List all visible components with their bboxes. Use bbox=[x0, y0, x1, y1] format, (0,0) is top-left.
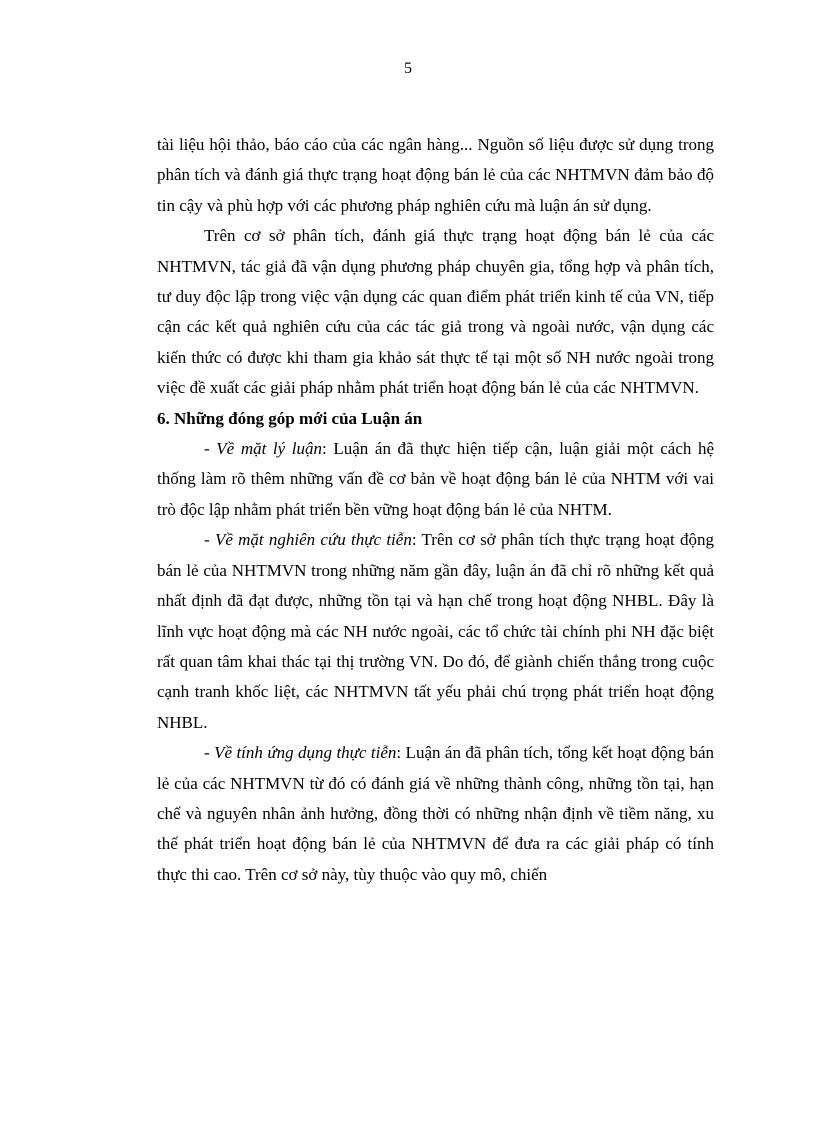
contribution-term: Về mặt lý luận bbox=[216, 439, 323, 459]
contribution-practical-application bbox=[157, 738, 714, 890]
document-body bbox=[157, 130, 714, 890]
paragraph-methodology: Trên cơ sở phân tích, đánh giá thực trạng hoạt động bán lẻ của các NHTMVN, tác giả đã vận dụng phương pháp chuyên gia, tổng hợp và phân tích, tư duy độc lập trong việc vận dụng các quan điểm phát triển kinh tế của VN, tiếp cận các kết quả nghiên cứu của các tác giả trong và ngoài nước, vận dụng các kiến thức có được khi tham gia khảo sát thực tế tại một số NH nước ngoài trong việc đề xuất các giải pháp nhằm phát triển hoạt động bán lẻ của các NHTMVN. bbox=[157, 226, 714, 398]
contribution-practical-research bbox=[157, 525, 714, 738]
page-number: 5 bbox=[404, 60, 412, 77]
section-heading-contributions: 6. Những đóng góp mới của Luận án bbox=[157, 408, 423, 428]
list-dash: - bbox=[204, 439, 217, 459]
contribution-text: : Trên cơ sở phân tích thực trạng hoạt động bán lẻ của NHTMVN trong những năm gần đây, luận án đã chỉ rõ những kết quả nhất định đã đạt được, những tồn tại và hạn chế trong hoạt động NHBL. Đây là lĩnh vực hoạt động mà các NH nước ngoài, các tổ chức tài chính phi NH đặc biệt rất quan tâm khai thác tại thị trường VN. Do đó, để giành chiến thắng trong cuộc cạnh tranh khốc liệt, các NHTMVN tất yếu phải chú trọng phát triển hoạt động NHBL. bbox=[157, 530, 714, 732]
list-dash: - bbox=[204, 530, 215, 550]
contribution-text: : Luận án đã thực hiện tiếp cận, luận giải một cách hệ thống làm rõ thêm những vấn đề cơ bản về hoạt động bán lẻ của NHTM với vai trò độc lập nhằm phát triển bền vững hoạt động bán lẻ của NHTM. bbox=[157, 439, 715, 519]
paragraph-data-sources: tài liệu hội thảo, báo cáo của các ngân hàng... Nguồn số liệu được sử dụng trong phân tích và đánh giá thực trạng hoạt động bán lẻ của các NHTMVN đảm bảo độ tin cậy và phù hợp với các phương pháp nghiên cứu mà luận án sử dụng. bbox=[157, 135, 714, 215]
contribution-term: Về mặt nghiên cứu thực tiễn bbox=[214, 530, 412, 550]
contribution-theoretical bbox=[157, 434, 714, 525]
contribution-text: : Luận án đã phân tích, tổng kết hoạt động bán lẻ của các NHTMVN từ đó có đánh giá về những thành công, những tồn tại, hạn chế và nguyên nhân ảnh hưởng, đồng thời có những nhận định về tiềm năng, xu thế phát triển hoạt động bán lẻ của NHTMVN để đưa ra các giải pháp có tính thực thi cao. Trên cơ sở này, tùy thuộc vào quy mô, chiến bbox=[157, 743, 714, 884]
list-dash: - bbox=[204, 743, 215, 763]
contribution-term: Về tính ứng dụng thực tiễn bbox=[214, 743, 397, 763]
